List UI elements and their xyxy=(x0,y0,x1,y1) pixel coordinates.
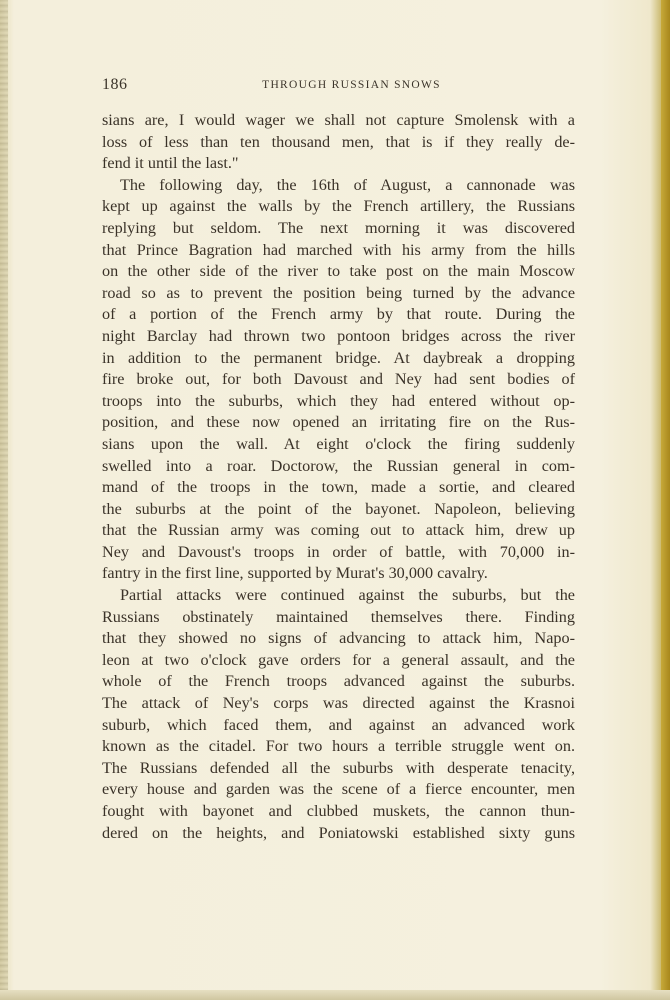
text-line: dered on the heights, and Poniatowski established sixty guns xyxy=(102,823,575,842)
text-line: the suburbs at the point of the bayonet. Napoleon, believing xyxy=(102,499,575,518)
text-line: road so as to prevent the position being turned by the advance xyxy=(102,283,575,302)
text-line: night Barclay had thrown two pontoon bridges across the river xyxy=(102,326,575,345)
text-line: of a portion of the French army by that route. During the xyxy=(102,305,575,324)
text-line: suburb, which faced them, and against an advanced work xyxy=(102,715,575,734)
text-line: every house and garden was the scene of a fierce encounter, men xyxy=(102,780,575,799)
page-header xyxy=(102,76,575,96)
text-line: swelled into a roar. Doctorow, the Russian general in com- xyxy=(102,456,575,475)
text-line: The Russians defended all the suburbs with desperate tenacity, xyxy=(102,758,575,777)
text-line: fought with bayonet and clubbed muskets, the cannon thun- xyxy=(102,802,575,820)
text-line: Partial attacks were continued against the suburbs, but the xyxy=(120,586,575,605)
text-line: troops into the suburbs, which they had entered without op- xyxy=(102,391,575,410)
text-line: that they showed no signs of advancing to attack him, Napo- xyxy=(102,629,575,648)
text-line: replying but seldom. The next morning it was discovered xyxy=(102,218,575,237)
text-line: fantry in the first line, supported by Murat's 30,000 cavalry. xyxy=(102,564,488,583)
text-line: fire broke out, for both Davoust and Ney had sent bodies of xyxy=(102,370,575,389)
text-line: sians upon the wall. At eight o'clock the firing suddenly xyxy=(102,434,575,453)
text-line: Ney and Davoust's troops in order of battle, with 70,000 in- xyxy=(102,542,575,561)
text-line: known as the citadel. For two hours a terrible struggle went on. xyxy=(102,737,575,756)
page-gilt-edge xyxy=(661,0,670,1000)
text-line: whole of the French troops advanced against the suburbs. xyxy=(102,672,575,691)
text-line: Russians obstinately maintained themselves there. Finding xyxy=(102,607,575,626)
text-line: leon at two o'clock gave orders for a general assault, and the xyxy=(102,650,575,669)
text-line: in addition to the permanent bridge. At daybreak a dropping xyxy=(102,348,575,367)
text-line: fend it until the last." xyxy=(102,154,239,173)
page-bottom-edge xyxy=(0,990,670,1000)
text-line: sians are, I would wager we shall not capture Smolensk with a xyxy=(102,111,575,129)
text-line: that the Russian army was coming out to attack him, drew up xyxy=(102,521,575,540)
text-line: position, and these now opened an irritating fire on the Rus- xyxy=(102,413,575,432)
running-head: THROUGH RUSSIAN SNOWS xyxy=(262,79,441,91)
text-line: on the other side of the river to take post on the main Moscow xyxy=(102,262,575,281)
text-line: The following day, the 16th of August, a cannonade was xyxy=(120,175,575,194)
page-number: 186 xyxy=(102,76,128,93)
page-binding-edge xyxy=(0,0,8,1000)
text-line: The attack of Ney's corps was directed against the Krasnoi xyxy=(102,694,575,713)
text-line: mand of the troops in the town, made a sortie, and cleared xyxy=(102,478,575,497)
text-line: loss of less than ten thousand men, that is if they really de- xyxy=(102,132,575,151)
text-line: kept up against the walls by the French artillery, the Russians xyxy=(102,197,575,216)
body-text xyxy=(102,110,575,844)
text-line: that Prince Bagration had marched with his army from the hills xyxy=(102,240,575,259)
